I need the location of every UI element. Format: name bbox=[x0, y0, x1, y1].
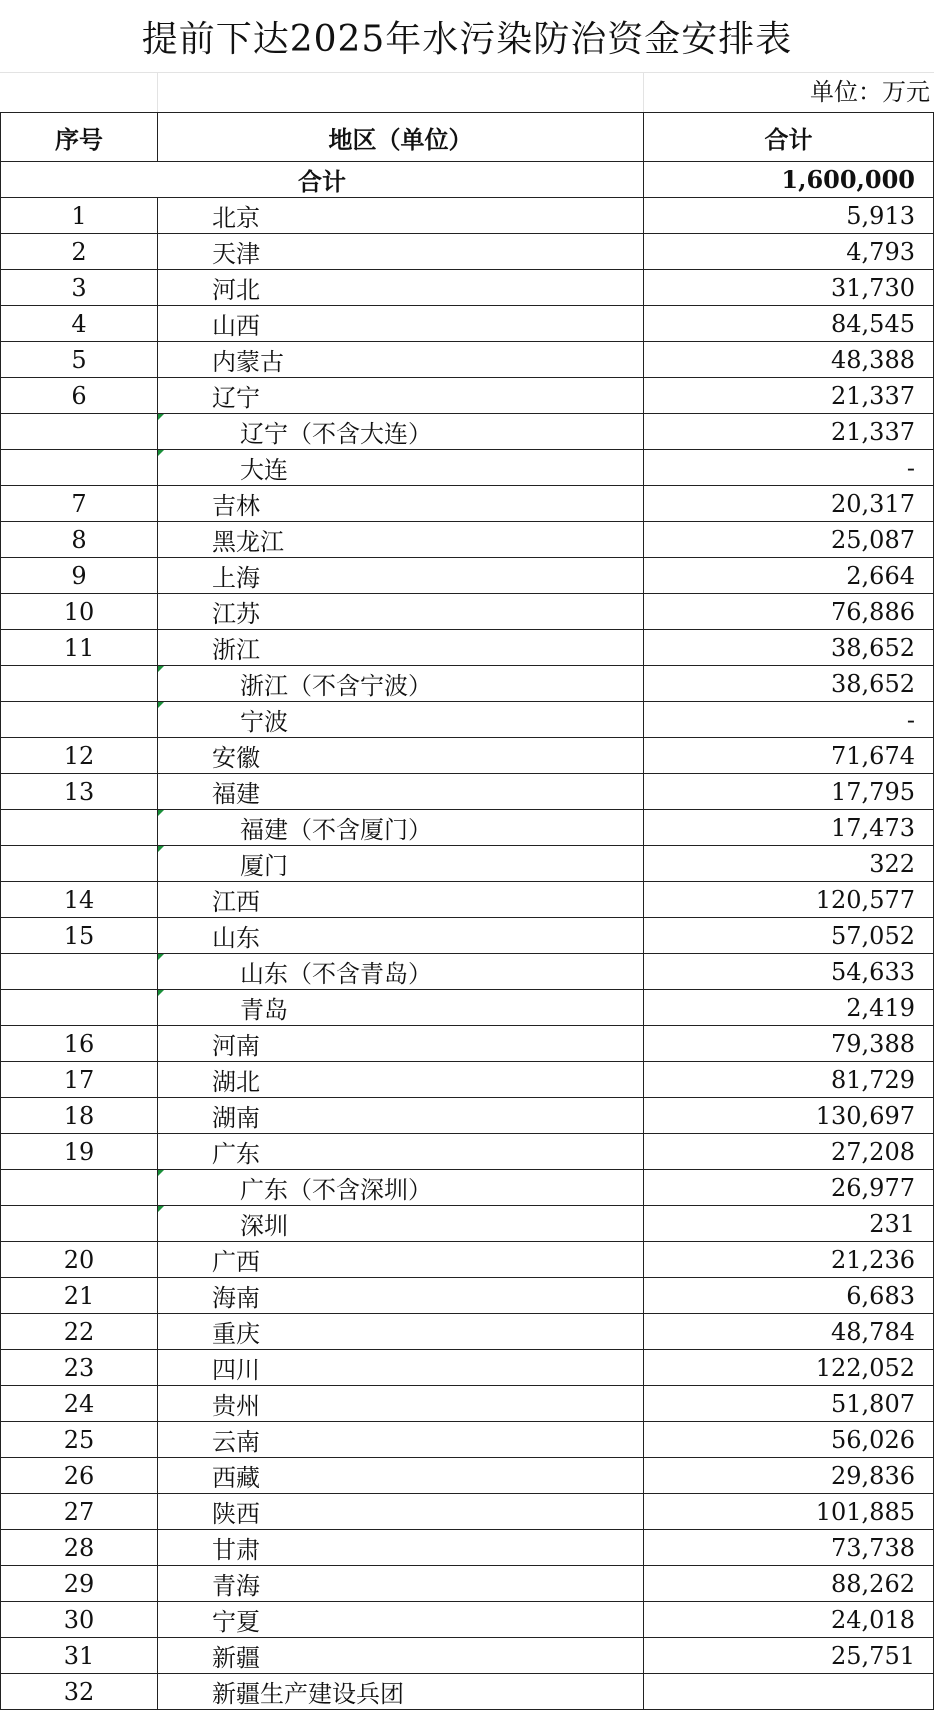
table-row bbox=[1, 1206, 934, 1242]
table-row bbox=[1, 846, 934, 882]
unit-label: 单位：万元 bbox=[810, 78, 930, 106]
table-row bbox=[1, 378, 934, 414]
row-number: 7 bbox=[1, 486, 158, 522]
gridline bbox=[157, 72, 158, 112]
amount-value: 25,087 bbox=[644, 522, 934, 558]
amount-value: 48,784 bbox=[644, 1314, 934, 1350]
amount-value: 21,236 bbox=[644, 1242, 934, 1278]
table-row bbox=[1, 702, 934, 738]
region-name: 新疆 bbox=[158, 1638, 644, 1674]
region-name: 天津 bbox=[158, 234, 644, 270]
region-name: 广西 bbox=[158, 1242, 644, 1278]
amount-value: 48,388 bbox=[644, 342, 934, 378]
table-row bbox=[1, 630, 934, 666]
table-row bbox=[1, 882, 934, 918]
row-number: 29 bbox=[1, 1566, 158, 1602]
row-number: 27 bbox=[1, 1494, 158, 1530]
table-row bbox=[1, 738, 934, 774]
table-row bbox=[1, 810, 934, 846]
table-row bbox=[1, 1242, 934, 1278]
page-title: 提前下达2025年水污染防治资金安排表 bbox=[0, 0, 934, 73]
row-number: 22 bbox=[1, 1314, 158, 1350]
header-no: 序号 bbox=[1, 113, 158, 162]
table-row bbox=[1, 414, 934, 450]
region-name: 湖北 bbox=[158, 1062, 644, 1098]
table-row bbox=[1, 1602, 934, 1638]
amount-value: 31,730 bbox=[644, 270, 934, 306]
region-name: 湖南 bbox=[158, 1098, 644, 1134]
row-number bbox=[1, 702, 158, 738]
header-row bbox=[1, 113, 934, 162]
row-number: 26 bbox=[1, 1458, 158, 1494]
region-name: 辽宁 bbox=[158, 378, 644, 414]
row-number: 8 bbox=[1, 522, 158, 558]
amount-value: 21,337 bbox=[644, 414, 934, 450]
row-number: 25 bbox=[1, 1422, 158, 1458]
table-row bbox=[1, 1278, 934, 1314]
region-name: 江苏 bbox=[158, 594, 644, 630]
row-number: 1 bbox=[1, 198, 158, 234]
row-number: 9 bbox=[1, 558, 158, 594]
table-row bbox=[1, 1566, 934, 1602]
row-number bbox=[1, 846, 158, 882]
amount-value: 79,388 bbox=[644, 1026, 934, 1062]
row-number: 13 bbox=[1, 774, 158, 810]
table-row bbox=[1, 918, 934, 954]
region-name: 北京 bbox=[158, 198, 644, 234]
row-number: 5 bbox=[1, 342, 158, 378]
row-number: 16 bbox=[1, 1026, 158, 1062]
row-number: 31 bbox=[1, 1638, 158, 1674]
table-row bbox=[1, 1350, 934, 1386]
amount-value: 6,683 bbox=[644, 1278, 934, 1314]
sub-region-name: 广东（不含深圳） bbox=[158, 1170, 644, 1206]
region-name: 吉林 bbox=[158, 486, 644, 522]
amount-value: 38,652 bbox=[644, 666, 934, 702]
table-row bbox=[1, 1026, 934, 1062]
region-name: 云南 bbox=[158, 1422, 644, 1458]
sub-region-name: 厦门 bbox=[158, 846, 644, 882]
sub-region-name: 青岛 bbox=[158, 990, 644, 1026]
region-name: 新疆生产建设兵团 bbox=[158, 1674, 644, 1710]
row-number: 20 bbox=[1, 1242, 158, 1278]
amount-value: 231 bbox=[644, 1206, 934, 1242]
table-row bbox=[1, 1062, 934, 1098]
table-row bbox=[1, 234, 934, 270]
region-name: 黑龙江 bbox=[158, 522, 644, 558]
table-row bbox=[1, 1134, 934, 1170]
row-number bbox=[1, 954, 158, 990]
region-name: 福建 bbox=[158, 774, 644, 810]
row-number bbox=[1, 1206, 158, 1242]
table-row bbox=[1, 594, 934, 630]
row-number bbox=[1, 1170, 158, 1206]
total-label: 合计 bbox=[1, 162, 644, 198]
amount-value: 76,886 bbox=[644, 594, 934, 630]
row-number: 21 bbox=[1, 1278, 158, 1314]
table-row bbox=[1, 1170, 934, 1206]
row-number: 11 bbox=[1, 630, 158, 666]
table-row bbox=[1, 1422, 934, 1458]
sub-region-name: 浙江（不含宁波） bbox=[158, 666, 644, 702]
table-row bbox=[1, 198, 934, 234]
table-row bbox=[1, 306, 934, 342]
amount-value: 29,836 bbox=[644, 1458, 934, 1494]
row-number: 30 bbox=[1, 1602, 158, 1638]
region-name: 上海 bbox=[158, 558, 644, 594]
row-number bbox=[1, 990, 158, 1026]
table-row bbox=[1, 1530, 934, 1566]
table-row bbox=[1, 522, 934, 558]
row-number bbox=[1, 810, 158, 846]
sub-region-name: 宁波 bbox=[158, 702, 644, 738]
header-region: 地区（单位） bbox=[158, 113, 644, 162]
table-row bbox=[1, 1458, 934, 1494]
region-name: 河南 bbox=[158, 1026, 644, 1062]
amount-value: 21,337 bbox=[644, 378, 934, 414]
table-row bbox=[1, 1314, 934, 1350]
table-row bbox=[1, 954, 934, 990]
region-name: 甘肃 bbox=[158, 1530, 644, 1566]
header-total: 合计 bbox=[644, 113, 934, 162]
row-number: 32 bbox=[1, 1674, 158, 1710]
amount-value: 27,208 bbox=[644, 1134, 934, 1170]
region-name: 山西 bbox=[158, 306, 644, 342]
sub-region-name: 山东（不含青岛） bbox=[158, 954, 644, 990]
amount-value: 17,473 bbox=[644, 810, 934, 846]
row-number: 2 bbox=[1, 234, 158, 270]
amount-value: 73,738 bbox=[644, 1530, 934, 1566]
region-name: 广东 bbox=[158, 1134, 644, 1170]
table-row bbox=[1, 1494, 934, 1530]
table-row bbox=[1, 486, 934, 522]
gridline bbox=[643, 72, 644, 112]
amount-value: 120,577 bbox=[644, 882, 934, 918]
amount-value bbox=[644, 1674, 934, 1710]
table-row bbox=[1, 1638, 934, 1674]
region-name: 海南 bbox=[158, 1278, 644, 1314]
amount-value: 38,652 bbox=[644, 630, 934, 666]
sub-region-name: 福建（不含厦门） bbox=[158, 810, 644, 846]
table-row bbox=[1, 990, 934, 1026]
row-number: 12 bbox=[1, 738, 158, 774]
amount-value: 26,977 bbox=[644, 1170, 934, 1206]
amount-value: 322 bbox=[644, 846, 934, 882]
table-row bbox=[1, 666, 934, 702]
amount-value: 130,697 bbox=[644, 1098, 934, 1134]
amount-value: 25,751 bbox=[644, 1638, 934, 1674]
region-name: 贵州 bbox=[158, 1386, 644, 1422]
amount-value: 56,026 bbox=[644, 1422, 934, 1458]
amount-value: 101,885 bbox=[644, 1494, 934, 1530]
total-value: 1,600,000 bbox=[644, 162, 934, 198]
table-row bbox=[1, 558, 934, 594]
amount-value: 81,729 bbox=[644, 1062, 934, 1098]
row-number: 6 bbox=[1, 378, 158, 414]
table-row bbox=[1, 1098, 934, 1134]
region-name: 重庆 bbox=[158, 1314, 644, 1350]
row-number: 14 bbox=[1, 882, 158, 918]
amount-value: - bbox=[644, 702, 934, 738]
row-number: 4 bbox=[1, 306, 158, 342]
table-row bbox=[1, 270, 934, 306]
amount-value: 2,419 bbox=[644, 990, 934, 1026]
region-name: 安徽 bbox=[158, 738, 644, 774]
sub-region-name: 大连 bbox=[158, 450, 644, 486]
table-row bbox=[1, 342, 934, 378]
region-name: 河北 bbox=[158, 270, 644, 306]
row-number bbox=[1, 666, 158, 702]
amount-value: 84,545 bbox=[644, 306, 934, 342]
amount-value: 17,795 bbox=[644, 774, 934, 810]
row-number: 17 bbox=[1, 1062, 158, 1098]
amount-value: 122,052 bbox=[644, 1350, 934, 1386]
sub-region-name: 辽宁（不含大连） bbox=[158, 414, 644, 450]
amount-value: 71,674 bbox=[644, 738, 934, 774]
region-name: 浙江 bbox=[158, 630, 644, 666]
allocation-table bbox=[0, 112, 934, 1710]
amount-value: 24,018 bbox=[644, 1602, 934, 1638]
region-name: 四川 bbox=[158, 1350, 644, 1386]
amount-value: 2,664 bbox=[644, 558, 934, 594]
table-row bbox=[1, 1386, 934, 1422]
row-number: 19 bbox=[1, 1134, 158, 1170]
region-name: 山东 bbox=[158, 918, 644, 954]
row-number: 24 bbox=[1, 1386, 158, 1422]
amount-value: 88,262 bbox=[644, 1566, 934, 1602]
amount-value: 57,052 bbox=[644, 918, 934, 954]
amount-value: - bbox=[644, 450, 934, 486]
region-name: 陕西 bbox=[158, 1494, 644, 1530]
amount-value: 51,807 bbox=[644, 1386, 934, 1422]
amount-value: 5,913 bbox=[644, 198, 934, 234]
row-number: 15 bbox=[1, 918, 158, 954]
row-number bbox=[1, 414, 158, 450]
region-name: 江西 bbox=[158, 882, 644, 918]
row-number: 28 bbox=[1, 1530, 158, 1566]
row-number: 10 bbox=[1, 594, 158, 630]
region-name: 宁夏 bbox=[158, 1602, 644, 1638]
table-row bbox=[1, 774, 934, 810]
row-number: 18 bbox=[1, 1098, 158, 1134]
amount-value: 20,317 bbox=[644, 486, 934, 522]
region-name: 青海 bbox=[158, 1566, 644, 1602]
unit-row bbox=[0, 72, 934, 112]
sub-region-name: 深圳 bbox=[158, 1206, 644, 1242]
row-number: 3 bbox=[1, 270, 158, 306]
row-number: 23 bbox=[1, 1350, 158, 1386]
table-row bbox=[1, 450, 934, 486]
table-row bbox=[1, 1674, 934, 1710]
region-name: 内蒙古 bbox=[158, 342, 644, 378]
region-name: 西藏 bbox=[158, 1458, 644, 1494]
row-number bbox=[1, 450, 158, 486]
total-row bbox=[1, 162, 934, 198]
amount-value: 4,793 bbox=[644, 234, 934, 270]
amount-value: 54,633 bbox=[644, 954, 934, 990]
